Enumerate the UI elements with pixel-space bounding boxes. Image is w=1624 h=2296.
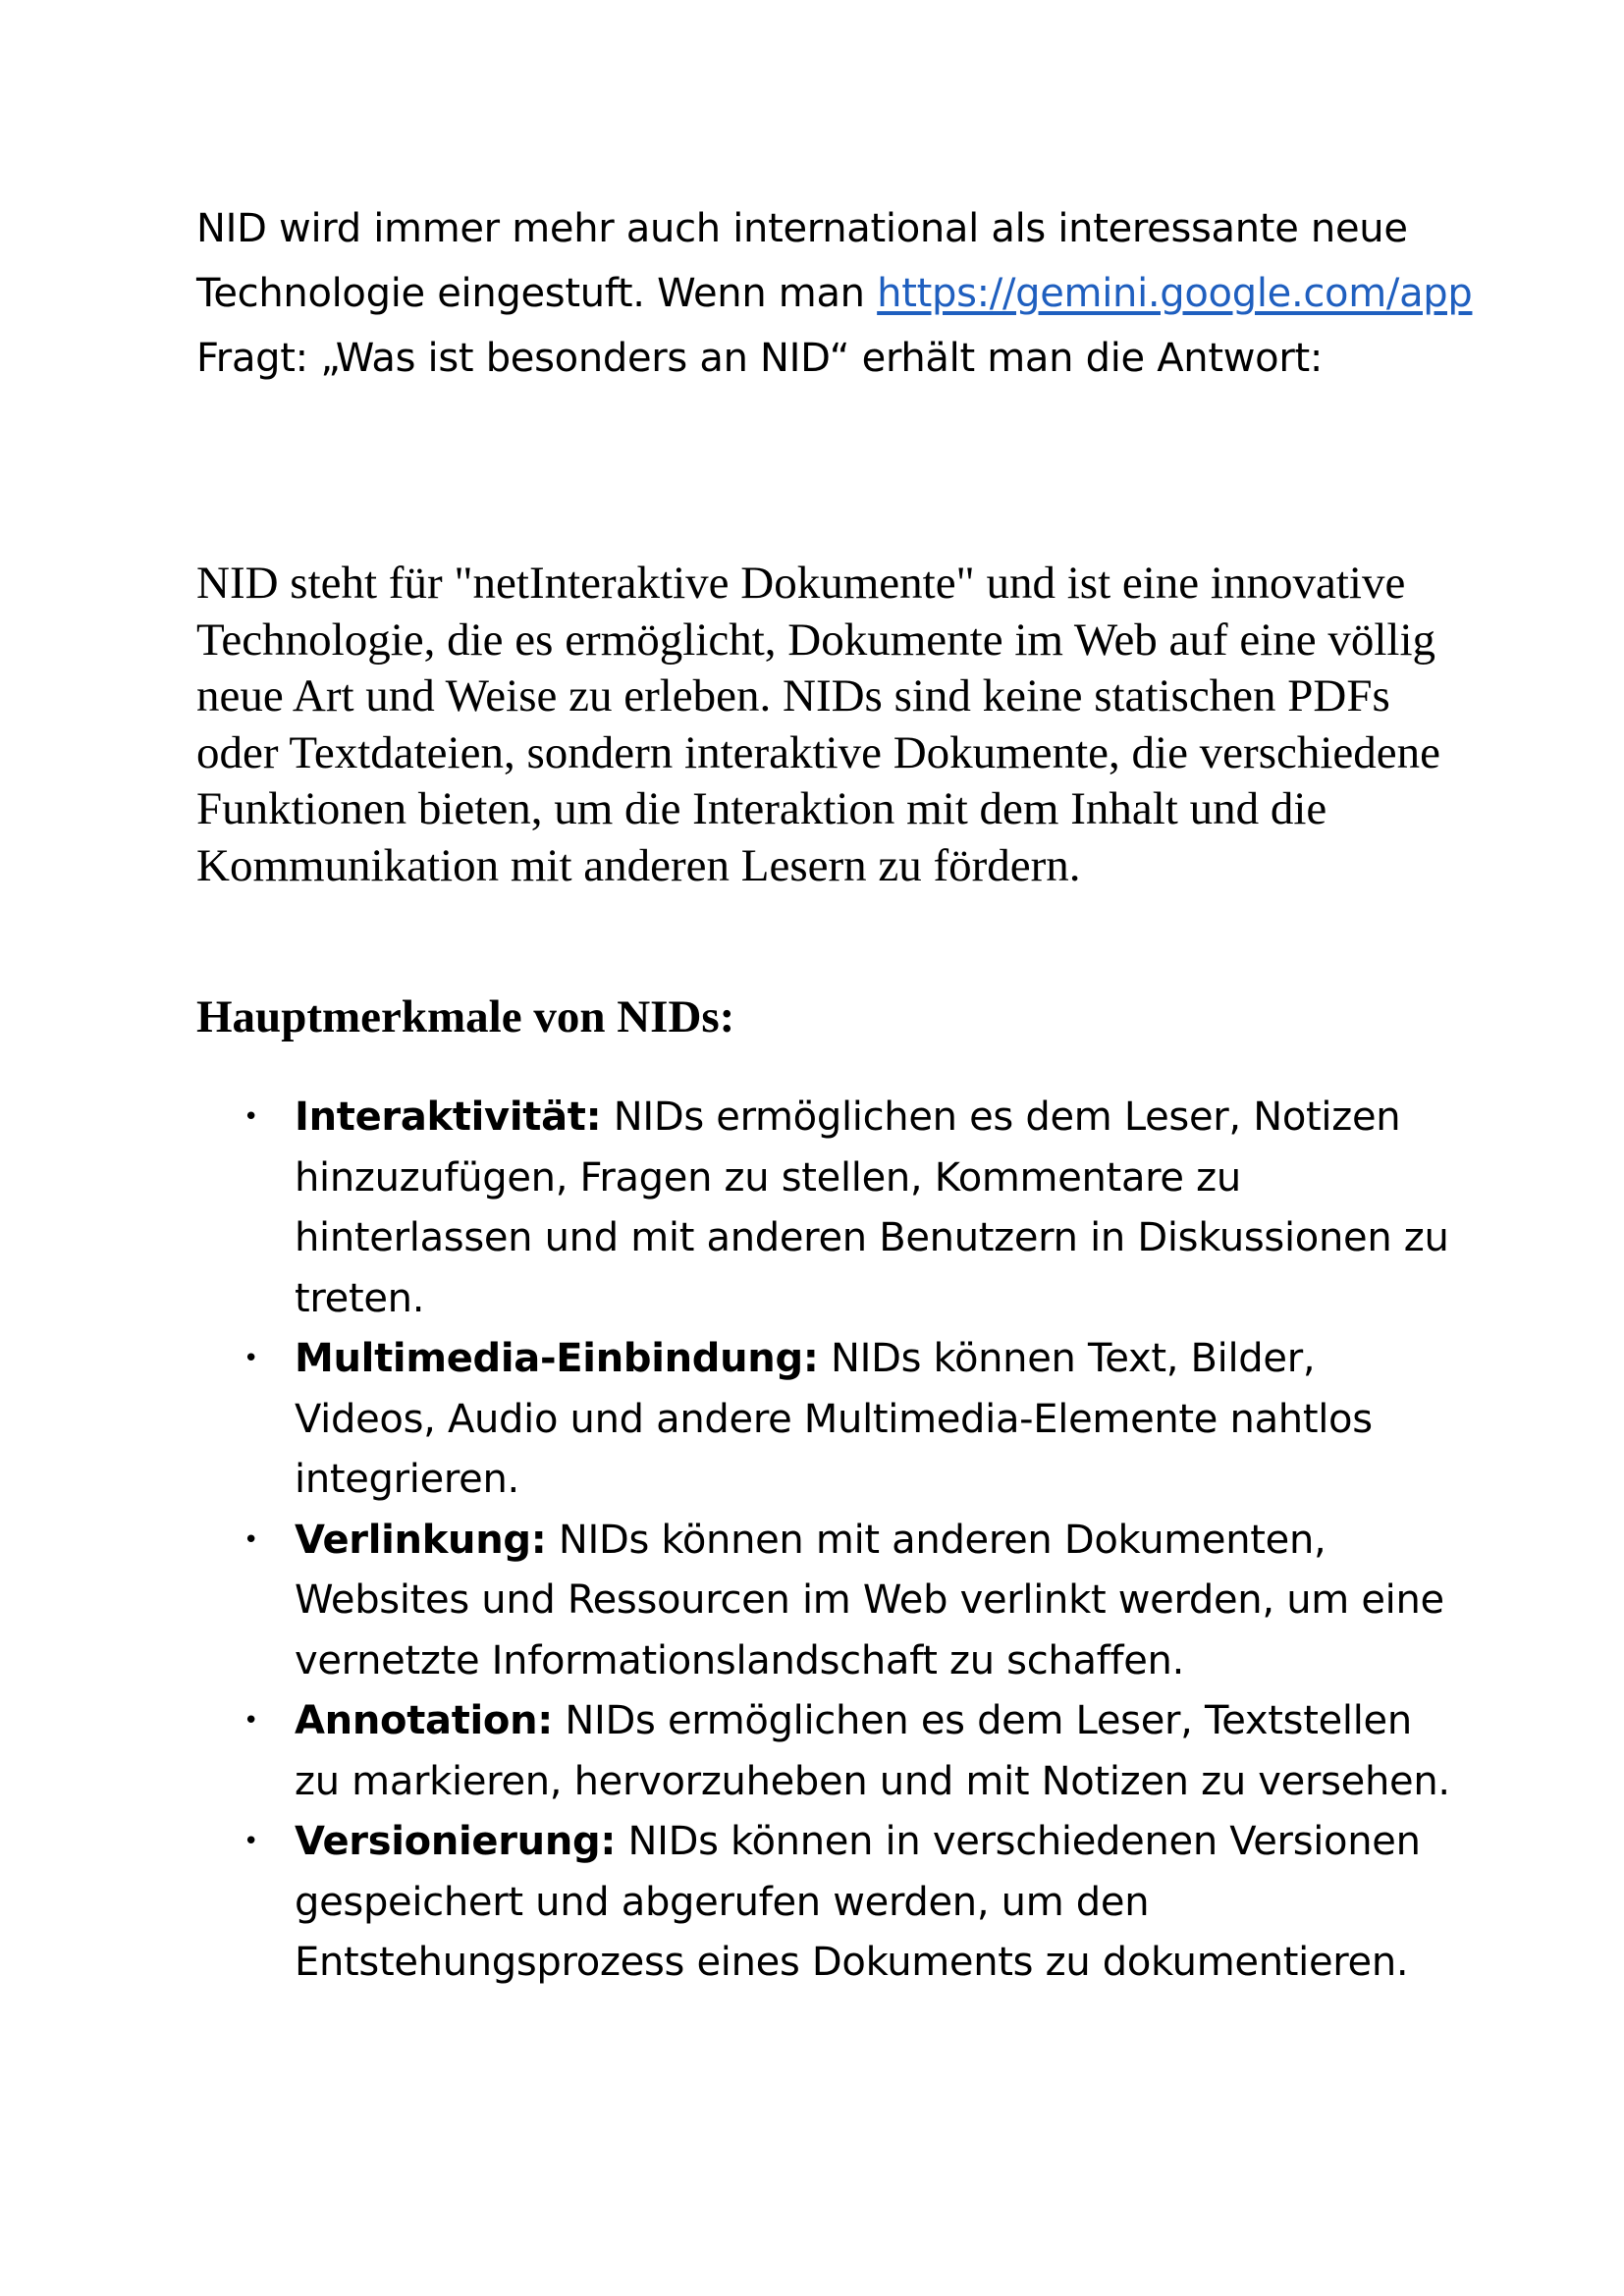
gemini-link[interactable]: https://gemini.google.com/app [877,271,1473,316]
bullet-icon: • [244,1102,259,1132]
answer-paragraph: NID steht für "netInteraktive Dokumente" und ist eine innovative Technologie, die es ermöglicht, Dokumente im Web auf eine völlig neue Art und Weise zu erleben. NIDs sind keine statischen PDFs oder Textdateien, sondern interaktive Dokumente, die verschiedene Funktionen bieten, um die Interaktion mit dem Inhalt und die Kommunikation mit anderen Lesern zu fördern. [196,558,1440,891]
intro-text-after-link: Fragt: „Was ist besonders an NID“ erhält man die Antwort: [196,336,1324,381]
features-list [0,1088,1624,1994]
bullet-icon: • [244,1524,259,1555]
list-item [0,1812,1453,1994]
feature-term: Annotation: [295,1698,553,1743]
feature-term: Multimedia-Einbindung: [295,1336,819,1381]
bullet-icon: • [244,1344,259,1373]
intro-paragraph [196,196,1473,391]
feature-description: NIDs können Text, Bilder, Videos, Audio und andere Multimedia-Elemente nahtlos integrieren. [295,1336,1373,1502]
answer-section [196,556,1453,894]
list-item [0,1329,1453,1511]
intro-text-before-link: NID wird immer mehr auch international als interessante neue Technologie eingestuft. Wenn man [196,206,1408,316]
list-item [0,1691,1453,1812]
list-item [0,1088,1453,1329]
feature-description: NIDs können in verschiedenen Versionen gespeichert und abgerufen werden, um den Entstehungsprozess eines Dokuments zu dokumentieren. [295,1819,1421,1985]
bullet-icon: • [244,1706,259,1735]
features-heading: Hauptmerkmale von NIDs: [196,991,735,1042]
feature-term: Versionierung: [295,1819,617,1864]
list-item [0,1511,1453,1692]
feature-description: NIDs können mit anderen Dokumenten, Websites und Ressourcen im Web verlinkt werden, um eine vernetzte Informationslandschaft zu schaffen. [295,1517,1444,1683]
bullet-icon: • [244,1827,259,1856]
intro-text [196,196,1473,391]
feature-description: NIDs ermöglichen es dem Leser, Textstellen zu markieren, hervorzuheben und mit Notizen zu versehen. [295,1698,1450,1804]
feature-term: Verlinkung: [295,1517,547,1563]
feature-description: NIDs ermöglichen es dem Leser, Notizen hinzuzufügen, Fragen zu stellen, Kommentare zu hinterlassen und mit anderen Benutzern in Diskussionen zu treten. [295,1095,1449,1321]
feature-term: Interaktivität: [295,1095,602,1140]
